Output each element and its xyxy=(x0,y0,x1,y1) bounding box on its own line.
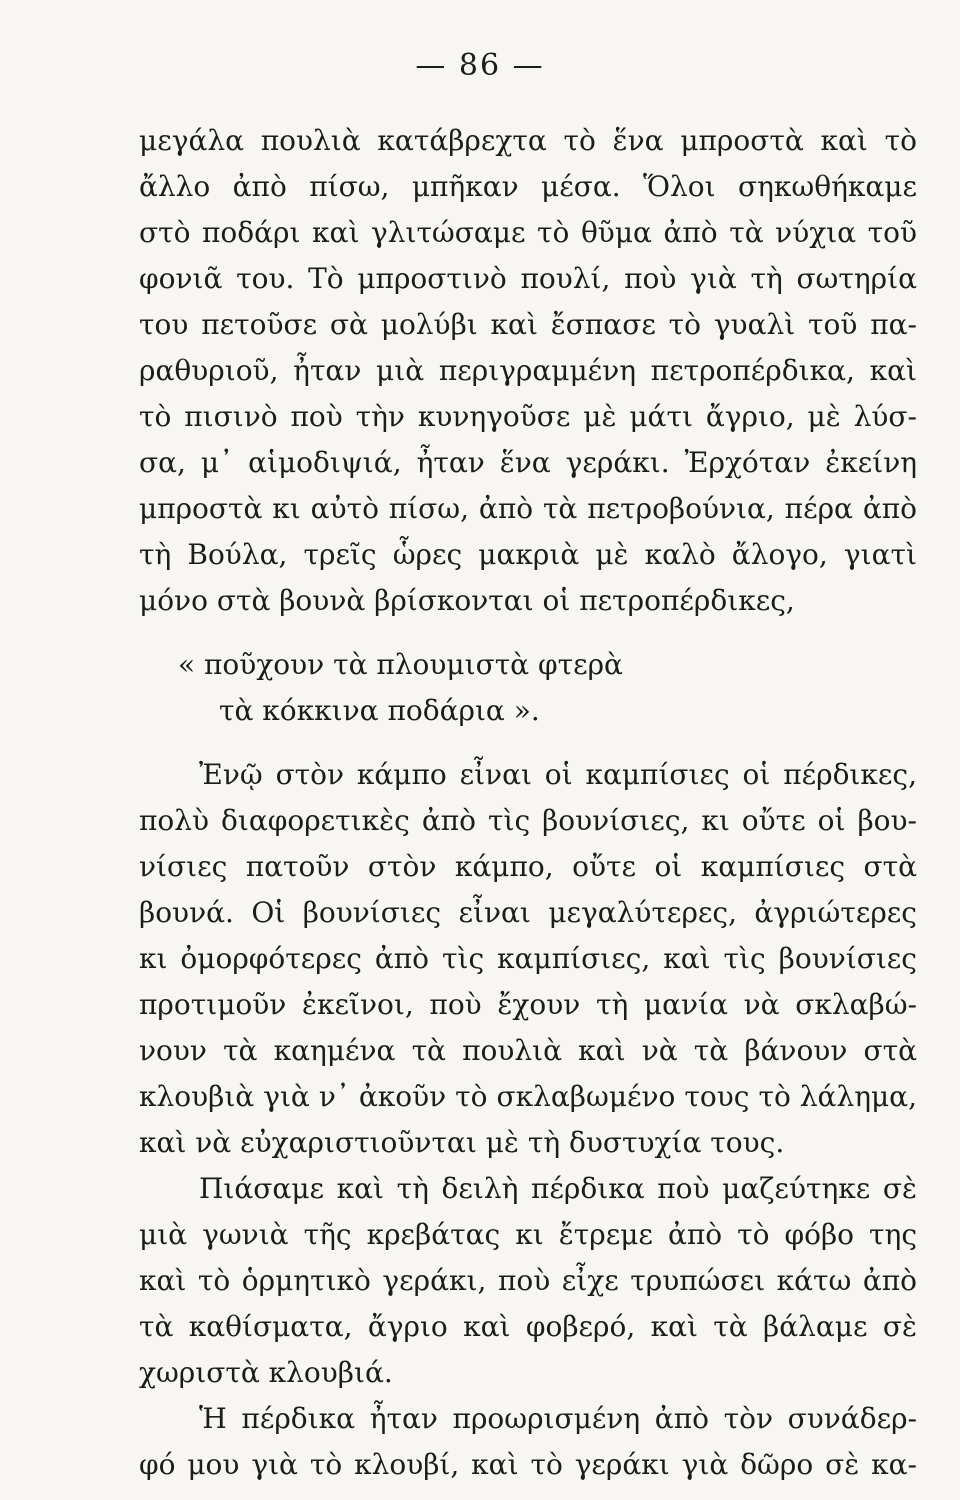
verse-line: « ποῦχουν τὰ πλουμιστὰ φτερὰ xyxy=(178,648,623,681)
text-line: καὶ νὰ εὐχαριστιοῦνται μὲ τὴ δυστυχία τους. xyxy=(139,1126,785,1159)
text-line: τὴ Βούλα, τρεῖς ὧρες μακριὰ μὲ καλὸ ἄλογο, γιατὶ xyxy=(139,538,917,571)
paragraph-1 xyxy=(139,118,917,624)
page-text xyxy=(139,118,917,1488)
text-line: Ἐνῷ στὸν κάμπο εἶναι οἱ καμπίσιες οἱ πέρδικες, xyxy=(199,758,917,791)
page-number: — 86 — xyxy=(415,48,545,83)
text-line: νίσιες πατοῦν στὸν κάμπο, οὔτε οἱ καμπίσιες στὰ xyxy=(139,850,917,883)
text-line: ἄλλο ἀπὸ πίσω, μπῆκαν μέσα. Ὅλοι σηκωθήκαμε xyxy=(139,170,917,203)
text-line: πολὺ διαφορετικὲς ἀπὸ τὶς βουνίσιες, κι οὔτε οἱ βου- xyxy=(139,804,917,837)
text-line: σα, μ᾿ αἱμοδιψιά, ἦταν ἕνα γεράκι. Ἐρχόταν ἐκείνη xyxy=(139,446,917,479)
text-line: χωριστὰ κλουβιά. xyxy=(139,1356,393,1389)
text-line: του πετοῦσε σὰ μολύβι καὶ ἔσπασε τὸ γυαλὶ τοῦ πα- xyxy=(139,308,917,341)
text-line: ραθυριοῦ, ἦταν μιὰ περιγραμμένη πετροπέρδικα, καὶ xyxy=(139,354,917,387)
text-line: κλουβιὰ γιὰ ν᾿ ἀκοῦν τὸ σκλαβωμένο τους τὸ λάλημα, xyxy=(139,1080,917,1113)
text-line: κι ὀμορφότερες ἀπὸ τὶς καμπίσιες, καὶ τὶς βουνίσιες xyxy=(139,942,917,975)
text-line: βουνά. Οἱ βουνίσιες εἶναι μεγαλύτερες, ἀγριώτερες xyxy=(139,896,917,929)
verse-line: τὰ κόκκινα ποδάρια ». xyxy=(219,694,540,727)
text-line: φό μου γιὰ τὸ κλουβί, καὶ τὸ γεράκι γιὰ δῶρο σὲ κα- xyxy=(139,1448,917,1481)
text-line: προτιμοῦν ἐκεῖνοι, ποὺ ἔχουν τὴ μανία νὰ σκλαβώ- xyxy=(139,988,917,1021)
text-line: μιὰ γωνιὰ τῆς κρεβάτας κι ἔτρεμε ἀπὸ τὸ φόβο της xyxy=(139,1218,917,1251)
text-line: Ἡ πέρδικα ἦταν προωρισμένη ἀπὸ τὸν συνάδερ- xyxy=(199,1402,917,1435)
text-line: Πιάσαμε καὶ τὴ δειλὴ πέρδικα ποὺ μαζεύτηκε σὲ xyxy=(199,1172,917,1205)
text-line: μόνο στὰ βουνὰ βρίσκονται οἱ πετροπέρδικες, xyxy=(139,584,795,617)
text-line: μπροστὰ κι αὐτὸ πίσω, ἀπὸ τὰ πετροβούνια, πέρα ἀπὸ xyxy=(139,492,917,525)
text-line: καὶ τὸ ὁρμητικὸ γεράκι, ποὺ εἶχε τρυπώσει κάτω ἀπὸ xyxy=(139,1264,917,1297)
paragraph-3 xyxy=(139,752,917,1166)
text-line: μεγάλα πουλιὰ κατάβρεχτα τὸ ἕνα μπροστὰ καὶ τὸ xyxy=(139,124,917,157)
paragraph-4 xyxy=(139,1166,917,1396)
text-line: τὰ καθίσματα, ἄγριο καὶ φοβερό, καὶ τὰ βάλαμε σὲ xyxy=(139,1310,917,1343)
text-line: τὸ πισινὸ ποὺ τὴν κυνηγοῦσε μὲ μάτι ἄγριο, μὲ λύσ- xyxy=(139,400,917,433)
text-line: φονιᾶ του. Τὸ μπροστινὸ πουλί, ποὺ γιὰ τὴ σωτηρία xyxy=(139,262,917,295)
verse-quote xyxy=(139,642,917,734)
paragraph-5 xyxy=(139,1396,917,1488)
text-line: στὸ ποδάρι καὶ γλιτώσαμε τὸ θῦμα ἀπὸ τὰ νύχια τοῦ xyxy=(139,216,917,249)
text-line: νουν τὰ καημένα τὰ πουλιὰ καὶ νὰ τὰ βάνουν στὰ xyxy=(139,1034,917,1067)
